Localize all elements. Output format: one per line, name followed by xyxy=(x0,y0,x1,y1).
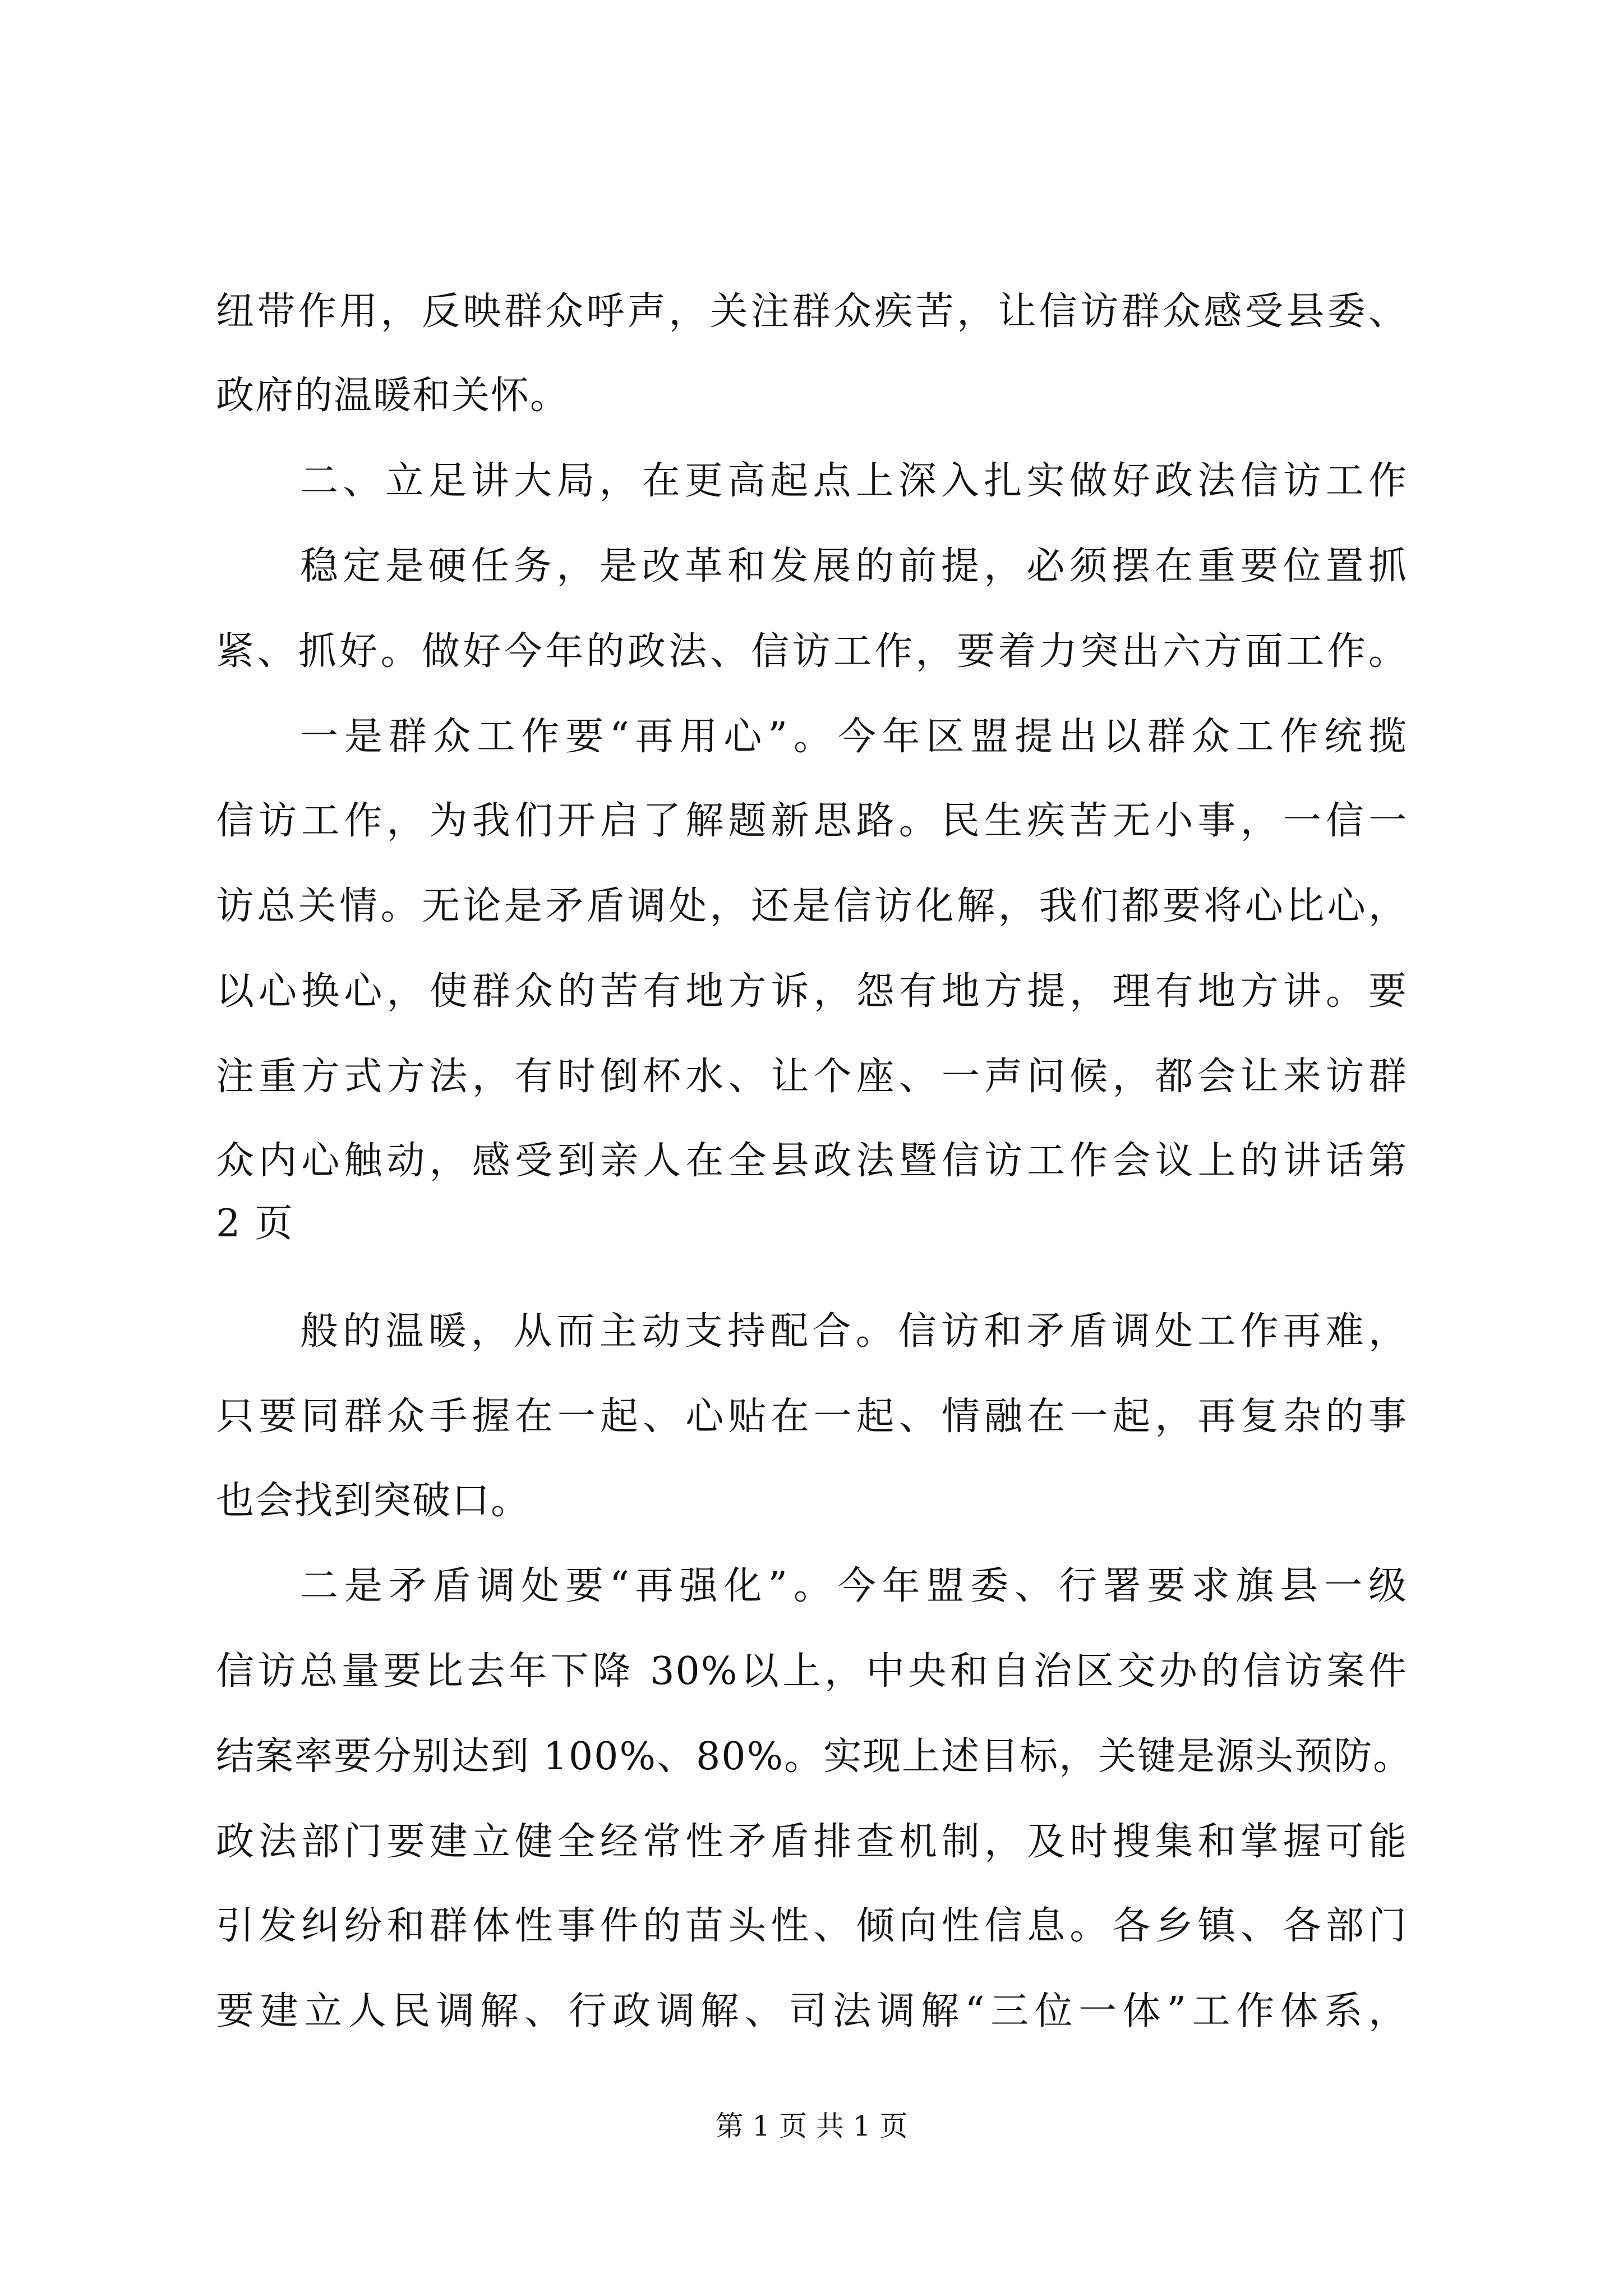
page-number-line: 2 页 xyxy=(216,1202,294,1246)
text-line: 政法部门要建立健全经常性矛盾排查机制，及时搜集和掌握可能 xyxy=(216,1820,1408,1864)
text-line: 纽带作用，反映群众呼声，关注群众疾苦，让信访群众感受县委、 xyxy=(216,289,1408,334)
text-line: 也会找到突破口。 xyxy=(216,1479,531,1523)
text-line: 二是矛盾调处要“再强化”。今年盟委、行署要求旗县一级 xyxy=(300,1564,1408,1608)
text-line: 般的温暖，从而主动支持配合。信访和矛盾调处工作再难， xyxy=(300,1309,1408,1354)
text-line: 紧、抓好。做好今年的政法、信访工作，要着力突出六方面工作。 xyxy=(216,629,1408,674)
text-line: 信访总量要比去年下降 30%以上，中央和自治区交办的信访案件 xyxy=(216,1649,1408,1694)
text-line: 要建立人民调解、行政调解、司法调解“三位一体”工作体系， xyxy=(216,1989,1408,2033)
text-line: 稳定是硬任务，是改革和发展的前提，必须摆在重要位置抓 xyxy=(300,544,1408,588)
text-line: 访总关情。无论是矛盾调处，还是信访化解，我们都要将心比心， xyxy=(216,884,1408,928)
text-line: 引发纠纷和群体性事件的苗头性、倾向性信息。各乡镇、各部门 xyxy=(216,1904,1408,1948)
page-footer: 第 1 页 共 1 页 xyxy=(715,2110,908,2142)
text-line: 注重方式方法，有时倒杯水、让个座、一声问候，都会让来访群 xyxy=(216,1055,1408,1099)
text-line: 以心换心，使群众的苦有地方诉，怨有地方提，理有地方讲。要 xyxy=(216,969,1408,1014)
text-line: 信访工作，为我们开启了解题新思路。民生疾苦无小事，一信一 xyxy=(216,799,1408,843)
text-line: 政府的温暖和关怀。 xyxy=(216,374,570,418)
text-line: 一是群众工作要“再用心”。今年区盟提出以群众工作统揽 xyxy=(300,715,1408,759)
section-heading: 二、立足讲大局，在更高起点上深入扎实做好政法信访工作 xyxy=(300,459,1408,503)
text-line: 结案率要分别达到 100%、80%。实现上述目标，关键是源头预防。 xyxy=(216,1734,1413,1779)
text-line: 只要同群众手握在一起、心贴在一起、情融在一起，再复杂的事 xyxy=(216,1395,1408,1439)
text-line: 众内心触动，感受到亲人在全县政法暨信访工作会议上的讲话第 xyxy=(216,1139,1408,1183)
